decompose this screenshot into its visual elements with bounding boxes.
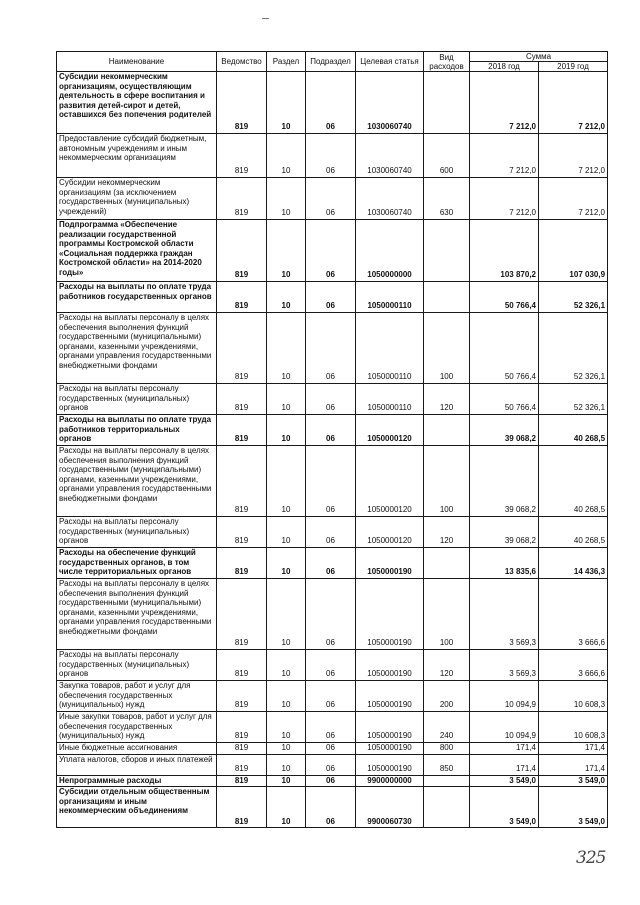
row-target: 9900000000 (356, 775, 424, 787)
row-sum-2019: 52 326,1 (539, 313, 608, 384)
row-sum-2019: 107 030,9 (539, 220, 608, 282)
row-subsection: 06 (306, 446, 356, 517)
row-sum-2019: 40 268,5 (539, 415, 608, 446)
row-subsection: 06 (306, 775, 356, 787)
table-row (57, 178, 608, 220)
row-sum-2019: 7 212,0 (539, 134, 608, 178)
table-row (57, 681, 608, 712)
row-subsection: 06 (306, 787, 356, 828)
row-expense-type (424, 72, 470, 134)
row-name: Расходы на выплаты персоналу государственных (муниципальных) органов (57, 517, 217, 548)
row-target: 1050000120 (356, 415, 424, 446)
row-subsection: 06 (306, 548, 356, 579)
row-target: 1050000110 (356, 313, 424, 384)
row-target: 1050000190 (356, 579, 424, 650)
table-row (57, 384, 608, 415)
row-name: Иные закупки товаров, работ и услуг для обеспечения государственных (муниципальных) нужд (57, 712, 217, 743)
row-target: 1050000110 (356, 282, 424, 313)
row-sum-2019: 10 608,3 (539, 681, 608, 712)
row-ministry: 819 (217, 134, 267, 178)
row-expense-type: 120 (424, 384, 470, 415)
row-expense-type: 100 (424, 313, 470, 384)
row-sum-2018: 3 549,0 (470, 775, 539, 787)
row-section: 10 (267, 415, 306, 446)
table-row (57, 220, 608, 282)
row-name: Расходы на выплаты персоналу государственных (муниципальных) органов (57, 384, 217, 415)
row-name: Субсидии некоммерческим организациям, осуществляющим деятельность в сфере воспитания и развития детей-сирот и детей, оставшихся без попечения родителей (57, 72, 217, 134)
header-name: Наименование (57, 52, 217, 72)
row-subsection: 06 (306, 754, 356, 775)
row-target: 1050000190 (356, 754, 424, 775)
row-sum-2018: 13 835,6 (470, 548, 539, 579)
row-expense-type: 100 (424, 446, 470, 517)
table-row (57, 313, 608, 384)
row-sum-2018: 50 766,4 (470, 384, 539, 415)
row-name: Расходы на выплаты персоналу в целях обеспечения выполнения функций государственными (муниципальными) органами, казенными учреждениями, органами управления государственными внебюджетными фондами (57, 579, 217, 650)
row-ministry: 819 (217, 548, 267, 579)
row-ministry: 819 (217, 517, 267, 548)
row-ministry: 819 (217, 681, 267, 712)
row-sum-2019: 3 666,6 (539, 579, 608, 650)
row-sum-2019: 40 268,5 (539, 517, 608, 548)
row-expense-type (424, 220, 470, 282)
row-sum-2018: 50 766,4 (470, 282, 539, 313)
row-section: 10 (267, 517, 306, 548)
row-section: 10 (267, 72, 306, 134)
header-year-2019: 2019 год (539, 62, 608, 72)
row-subsection: 06 (306, 134, 356, 178)
row-section: 10 (267, 754, 306, 775)
row-expense-type: 630 (424, 178, 470, 220)
row-expense-type (424, 282, 470, 313)
row-section: 10 (267, 178, 306, 220)
table-row (57, 134, 608, 178)
row-name: Предоставление субсидий бюджетным, автономным учреждениям и иным некоммерческим организациям (57, 134, 217, 178)
row-sum-2019: 3 549,0 (539, 787, 608, 828)
row-subsection: 06 (306, 313, 356, 384)
row-ministry: 819 (217, 220, 267, 282)
row-target: 1050000190 (356, 548, 424, 579)
row-target: 1050000190 (356, 650, 424, 681)
table-body (57, 72, 608, 828)
row-subsection: 06 (306, 384, 356, 415)
row-name: Уплата налогов, сборов и иных платежей (57, 754, 217, 775)
table-row (57, 650, 608, 681)
row-subsection: 06 (306, 178, 356, 220)
row-sum-2018: 171,4 (470, 754, 539, 775)
row-subsection: 06 (306, 220, 356, 282)
row-expense-type (424, 548, 470, 579)
row-name: Расходы на выплаты по оплате труда работников государственных органов (57, 282, 217, 313)
row-ministry: 819 (217, 384, 267, 415)
table-row (57, 548, 608, 579)
row-subsection: 06 (306, 517, 356, 548)
row-section: 10 (267, 681, 306, 712)
row-target: 1030060740 (356, 178, 424, 220)
row-section: 10 (267, 743, 306, 755)
table-row (57, 415, 608, 446)
row-section: 10 (267, 134, 306, 178)
row-sum-2019: 10 608,3 (539, 712, 608, 743)
header-subsection: Подраздел (306, 52, 356, 72)
row-expense-type: 120 (424, 517, 470, 548)
row-name: Субсидии отдельным общественным организациям и иным некоммерческим объединениям (57, 787, 217, 828)
row-sum-2019: 171,4 (539, 743, 608, 755)
table-row (57, 775, 608, 787)
row-sum-2019: 52 326,1 (539, 384, 608, 415)
row-target: 1050000120 (356, 517, 424, 548)
row-sum-2018: 3 569,3 (470, 579, 539, 650)
table-row (57, 446, 608, 517)
row-ministry: 819 (217, 446, 267, 517)
row-expense-type: 850 (424, 754, 470, 775)
row-subsection: 06 (306, 579, 356, 650)
row-name: Расходы на выплаты по оплате труда работников территориальных органов (57, 415, 217, 446)
row-section: 10 (267, 579, 306, 650)
row-name: Непрограммные расходы (57, 775, 217, 787)
row-subsection: 06 (306, 681, 356, 712)
row-name: Расходы на выплаты персоналу в целях обеспечения выполнения функций государственными (муниципальными) органами, казенными учреждениями, органами управления государственными внебюджетными фондами (57, 313, 217, 384)
row-target: 1050000120 (356, 446, 424, 517)
row-target: 1050000190 (356, 743, 424, 755)
row-expense-type: 200 (424, 681, 470, 712)
row-sum-2019: 14 436,3 (539, 548, 608, 579)
row-sum-2018: 39 068,2 (470, 446, 539, 517)
table-row (57, 743, 608, 755)
row-sum-2019: 40 268,5 (539, 446, 608, 517)
row-target: 1030060740 (356, 134, 424, 178)
row-section: 10 (267, 650, 306, 681)
row-sum-2018: 50 766,4 (470, 313, 539, 384)
row-ministry: 819 (217, 415, 267, 446)
row-sum-2018: 10 094,9 (470, 681, 539, 712)
table-row (57, 517, 608, 548)
row-sum-2019: 7 212,0 (539, 178, 608, 220)
row-sum-2018: 3 549,0 (470, 787, 539, 828)
table-row (57, 282, 608, 313)
row-name: Расходы на выплаты персоналу государственных (муниципальных) органов (57, 650, 217, 681)
row-expense-type: 120 (424, 650, 470, 681)
table-row (57, 787, 608, 828)
row-name: Подпрограмма «Обеспечение реализации государственной программы Костромской области «Социальная поддержка граждан Костромской области» на 2014-2020 годы» (57, 220, 217, 282)
row-sum-2019: 3 549,0 (539, 775, 608, 787)
row-subsection: 06 (306, 712, 356, 743)
row-sum-2019: 171,4 (539, 754, 608, 775)
row-section: 10 (267, 775, 306, 787)
row-subsection: 06 (306, 415, 356, 446)
row-expense-type: 240 (424, 712, 470, 743)
table-row (57, 72, 608, 134)
row-expense-type (424, 787, 470, 828)
row-target: 1050000000 (356, 220, 424, 282)
row-subsection: 06 (306, 282, 356, 313)
header-ministry: Ведомство (217, 52, 267, 72)
page-number: 325 (576, 848, 606, 868)
row-sum-2018: 3 569,3 (470, 650, 539, 681)
row-name: Субсидии некоммерческим организациям (за исключением государственных (муниципальных) учреждений) (57, 178, 217, 220)
row-target: 1050000190 (356, 712, 424, 743)
row-expense-type: 600 (424, 134, 470, 178)
row-name: Расходы на выплаты персоналу в целях обеспечения выполнения функций государственными (муниципальными) органами, казенными учреждениями, органами управления государственными внебюджетными фондами (57, 446, 217, 517)
row-sum-2018: 171,4 (470, 743, 539, 755)
row-ministry: 819 (217, 282, 267, 313)
row-sum-2018: 7 212,0 (470, 178, 539, 220)
table-row (57, 712, 608, 743)
table-row (57, 754, 608, 775)
row-section: 10 (267, 787, 306, 828)
row-sum-2018: 39 068,2 (470, 415, 539, 446)
row-sum-2018: 7 212,0 (470, 72, 539, 134)
row-section: 10 (267, 313, 306, 384)
header-target: Целевая статья (356, 52, 424, 72)
row-ministry: 819 (217, 313, 267, 384)
row-expense-type (424, 415, 470, 446)
budget-table (56, 51, 608, 828)
row-target: 1030060740 (356, 72, 424, 134)
row-subsection: 06 (306, 72, 356, 134)
row-ministry: 819 (217, 650, 267, 681)
row-section: 10 (267, 282, 306, 313)
header-year-2018: 2018 год (470, 62, 539, 72)
row-ministry: 819 (217, 712, 267, 743)
row-sum-2018: 39 068,2 (470, 517, 539, 548)
row-ministry: 819 (217, 72, 267, 134)
row-sum-2019: 3 666,6 (539, 650, 608, 681)
row-section: 10 (267, 384, 306, 415)
row-ministry: 819 (217, 787, 267, 828)
row-sum-2018: 7 212,0 (470, 134, 539, 178)
scan-mark (262, 18, 269, 19)
row-name: Расходы на обеспечение функций государственных органов, в том числе территориальных органов (57, 548, 217, 579)
row-ministry: 819 (217, 754, 267, 775)
header-expense-type: Вид расходов (424, 52, 470, 72)
row-name: Закупка товаров, работ и услуг для обеспечения государственных (муниципальных) нужд (57, 681, 217, 712)
row-subsection: 06 (306, 743, 356, 755)
table-row (57, 579, 608, 650)
row-expense-type: 800 (424, 743, 470, 755)
row-expense-type (424, 775, 470, 787)
row-sum-2018: 103 870,2 (470, 220, 539, 282)
row-subsection: 06 (306, 650, 356, 681)
row-target: 9900060730 (356, 787, 424, 828)
header-section: Раздел (267, 52, 306, 72)
row-section: 10 (267, 712, 306, 743)
row-sum-2019: 7 212,0 (539, 72, 608, 134)
row-ministry: 819 (217, 178, 267, 220)
row-ministry: 819 (217, 775, 267, 787)
row-target: 1050000190 (356, 681, 424, 712)
row-section: 10 (267, 548, 306, 579)
row-target: 1050000110 (356, 384, 424, 415)
row-section: 10 (267, 220, 306, 282)
row-ministry: 819 (217, 579, 267, 650)
row-expense-type: 100 (424, 579, 470, 650)
row-sum-2018: 10 094,9 (470, 712, 539, 743)
row-name: Иные бюджетные ассигнования (57, 743, 217, 755)
row-ministry: 819 (217, 743, 267, 755)
table-header (57, 52, 608, 72)
row-section: 10 (267, 446, 306, 517)
row-sum-2019: 52 326,1 (539, 282, 608, 313)
header-sum: Сумма (470, 52, 608, 62)
